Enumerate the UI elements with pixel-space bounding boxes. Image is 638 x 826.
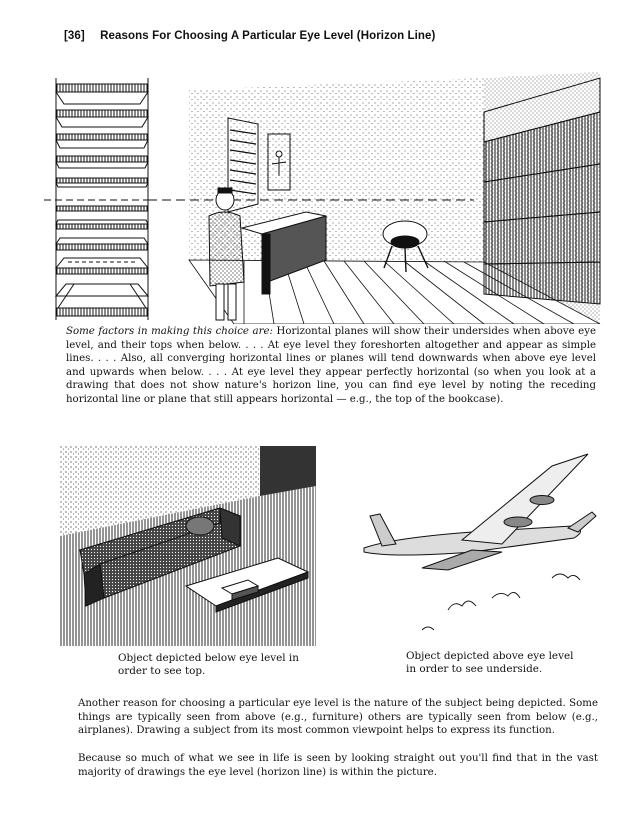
room-illustration	[44, 72, 604, 324]
room-scene	[189, 72, 600, 324]
page-header	[64, 30, 435, 42]
airplane-illustration	[352, 452, 608, 648]
page-number: [36]	[64, 30, 85, 42]
page-title: Reasons For Choosing A Particular Eye Level (Horizon Line)	[100, 30, 436, 42]
caption-above-eye-level: Object depicted above eye level in order to see underside.	[406, 650, 574, 675]
intro-body: Horizontal planes will show their undersides when above eye level, and their tops when below. . . . At eye level they foreshorten altogether and appear as simple lines. . . . Also, all converging horizontal lines or planes will tend downwards when above eye level and upwards when below. . . . At eye level they appear perfectly horizontal (so when you look at a drawing that does not show nature's horizon line, you can find eye level by noting the receding horizontal line or plane that still appears horizontal — e.g., the top of the bookcase).	[66, 326, 596, 405]
sofa-illustration	[60, 446, 316, 646]
straight-paragraph: Because so much of what we see in life is seen by looking straight out you'll find that in the vast majority of drawings the eye level (horizon line) is within the picture.	[78, 753, 598, 778]
intro-paragraph	[66, 325, 596, 407]
intro-lead: Some factors in making this choice are:	[66, 326, 273, 337]
caption-below-eye-level: Object depicted below eye level in order to see top.	[118, 652, 299, 677]
subject-paragraph: Another reason for choosing a particular eye level is the nature of the subject being depicted. Some things are typically seen from above (e.g., furniture) others are typically seen from below (e.g., airplanes). Drawing a subject from its most common viewpoint helps to express its function.	[78, 698, 598, 737]
shelf-diagram	[44, 78, 148, 320]
